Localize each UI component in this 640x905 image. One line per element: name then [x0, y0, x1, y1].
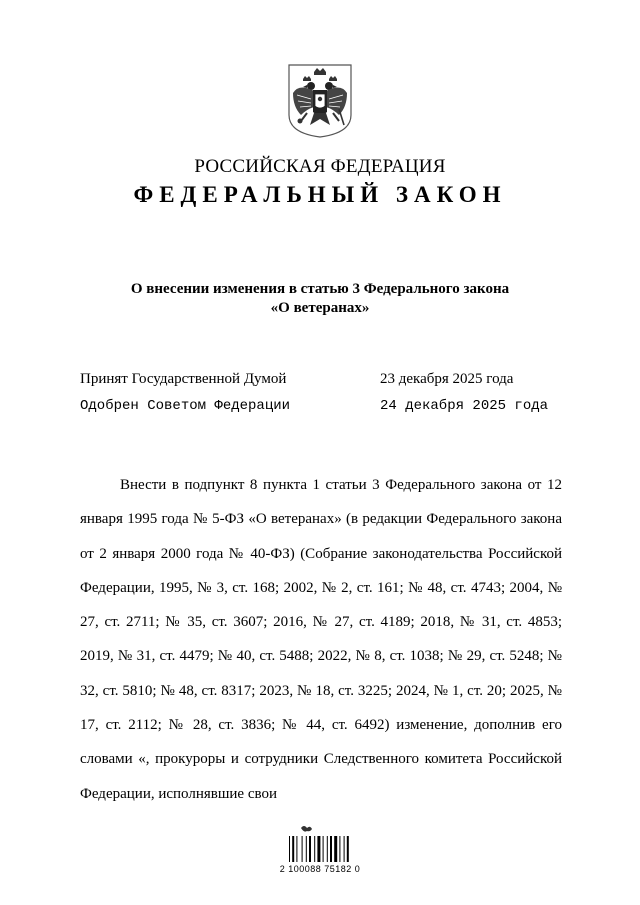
document-type: ФЕДЕРАЛЬНЫЙ ЗАКОН: [133, 182, 507, 207]
duma-label: Принят Государственной Думой: [80, 371, 287, 387]
council-label: Одобрен Советом Федерации: [80, 398, 291, 414]
country-name: РОССИЙСКАЯ ФЕДЕРАЦИЯ: [194, 156, 446, 177]
russian-coat-of-arms-icon: [287, 63, 353, 139]
law-title: [0, 280, 640, 318]
duma-date: 23 декабря 2025 года: [380, 371, 514, 387]
council-date: 24 декабря 2025 года: [380, 398, 549, 414]
law-body-paragraph: Внести в подпункт 8 пункта 1 статьи 3 Федерального закона от 12 января 1995 года № 5-ФЗ «О ветеранах» (в редакции Федерального закона от 2 января 2000 года № 40-ФЗ) (Собрание законодательства Российской Федерации, 1995, № 3, ст. 168; 2002, № 2, ст. 161; № 48, ст. 4743; 2004, № 27, ст. 2711; № 35, ст. 3607; 2016, № 27, ст. 4189; 2018, № 31, ст. 4853; 2019, № 31, ст. 4479; № 40, ст. 5488; 2022, № 8, ст. 1038; № 29, ст. 5248; № 32, ст. 5810; № 48, ст. 8317; 2023, № 18, ст. 3225; 2024, № 1, ст. 20; 2025, № 17, ст. 2112; № 28, ст. 3836; № 44, ст. 6492) изменение, дополнив его словами «, прокуроры и сотрудники Следственного комитета Российской Федерации, исполнявшие свои: [80, 477, 562, 802]
law-title-line-1: О внесении изменения в статью 3 Федерального закона: [130, 281, 510, 297]
law-title-line-2: «О ветеранах»: [270, 300, 370, 316]
barcode-number: 2 100088 75182 0: [279, 864, 361, 874]
